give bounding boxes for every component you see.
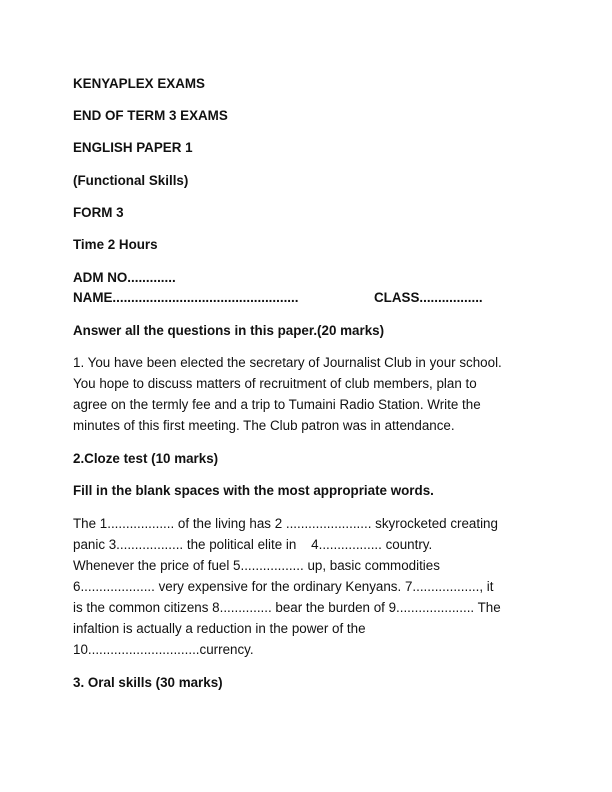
question-3-title: 3. Oral skills (30 marks) (73, 675, 223, 690)
cloze-passage (73, 513, 553, 660)
cloze-line: Whenever the price of fuel 5................. up, basic commodities (73, 558, 440, 573)
question-1-line: You hope to discuss matters of recruitment of club members, plan to (73, 376, 477, 391)
paper-subtitle: (Functional Skills) (73, 173, 189, 188)
cloze-line: 10..............................currency. (73, 642, 254, 657)
question-2-title: 2.Cloze test (10 marks) (73, 451, 219, 466)
paper-title: ENGLISH PAPER 1 (73, 140, 193, 155)
instruction: Answer all the questions in this paper.(20 marks) (73, 323, 385, 338)
question-1 (73, 352, 553, 436)
cloze-line: is the common citizens 8.............. bear the burden of 9..................... The (73, 600, 501, 615)
question-1-line: 1. You have been elected the secretary of Journalist Club in your school. (73, 355, 502, 370)
exam-title: END OF TERM 3 EXAMS (73, 108, 228, 123)
cloze-line: infaltion is actually a reduction in the power of the (73, 621, 366, 636)
adm-no-field: ADM NO............. (73, 270, 176, 285)
question-2-instruction: Fill in the blank spaces with the most appropriate words. (73, 483, 434, 498)
class-field: CLASS................. (374, 290, 483, 305)
cloze-line: panic 3.................. the political elite in 4................. country. (73, 537, 433, 552)
time-label: Time 2 Hours (73, 237, 158, 252)
cloze-line: 6.................... very expensive for the ordinary Kenyans. 7.................., it (73, 579, 494, 594)
cloze-line: The 1.................. of the living has 2 ....................... skyrocketed creating (73, 516, 498, 531)
question-1-line: agree on the termly fee and a trip to Tumaini Radio Station. Write the (73, 397, 481, 412)
form-label: FORM 3 (73, 205, 124, 220)
school-name: KENYAPLEX EXAMS (73, 76, 205, 91)
name-field: NAME.................................................. (73, 290, 299, 305)
question-1-line: minutes of this first meeting. The Club patron was in attendance. (73, 418, 455, 433)
